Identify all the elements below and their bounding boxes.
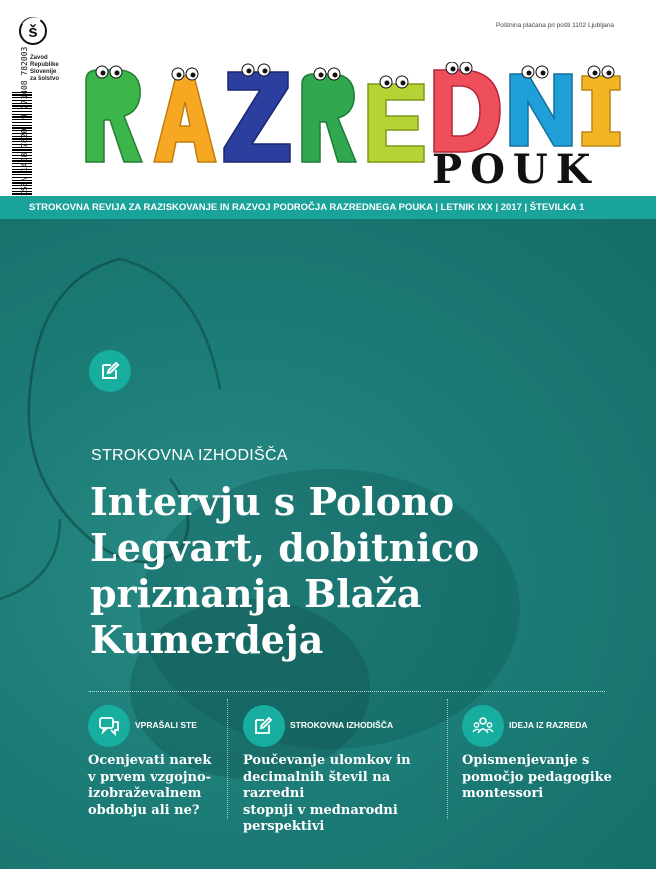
masthead: [0, 0, 656, 196]
teaser-title: Ocenjevati narek v prvem vzgojno- izobraževalnem obdobju ali ne?: [88, 753, 212, 818]
journal-info-strip: STROKOVNA REVIJA ZA RAZISKOVANJE IN RAZVOJ PODROČJA RAZREDNEGA POUKA | LETNIK IXX | 2017 | ŠTEVILKA 1: [0, 196, 656, 219]
publisher-name: Zavod Republike Slovenije za šolstvo: [30, 55, 60, 82]
postage-note: Poštnina plačana pri pošti 1102 Ljubljana: [495, 22, 614, 29]
teaser-label: VPRAŠALI STE: [135, 720, 197, 730]
letter-z: [224, 64, 290, 162]
logo-letter: š: [28, 22, 38, 41]
issn-number: ISSN 1408-7820 9 771408 782003: [20, 46, 29, 196]
zrss-logo-icon: [18, 16, 48, 46]
chat-icon: [88, 705, 130, 747]
edit-icon: [243, 705, 285, 747]
letter-i: [582, 66, 620, 146]
subtitle-pouk: POUK: [432, 146, 599, 193]
cover-main: [0, 219, 656, 869]
column-separator: [447, 699, 448, 819]
letter-n: [510, 66, 572, 146]
edit-icon: [89, 350, 131, 392]
letter-d: [434, 62, 500, 152]
letter-r1: [86, 66, 142, 162]
teaser-title: Poučevanje ulomkov in decimalnih števil na razredni stopnji v mednarodni perspektivi: [243, 753, 411, 834]
feature-section-label: STROKOVNA IZHODIŠČA: [91, 447, 288, 464]
column-separator: [227, 699, 228, 819]
group-icon: [462, 705, 504, 747]
feature-headline[interactable]: Intervju s Polono Legvart, dobitnico priznanja Blaža Kumerdeja: [90, 479, 480, 662]
letter-r2: [302, 68, 356, 162]
letter-a1: [154, 68, 216, 162]
divider: [89, 691, 605, 692]
teaser-title: Opismenjevanje s pomočjo pedagogike montessori: [462, 753, 612, 801]
letter-e: [368, 76, 424, 162]
teaser-label: STROKOVNA IZHODIŠČA: [290, 720, 394, 730]
teaser-label: IDEJA IZ RAZREDA: [509, 720, 588, 730]
